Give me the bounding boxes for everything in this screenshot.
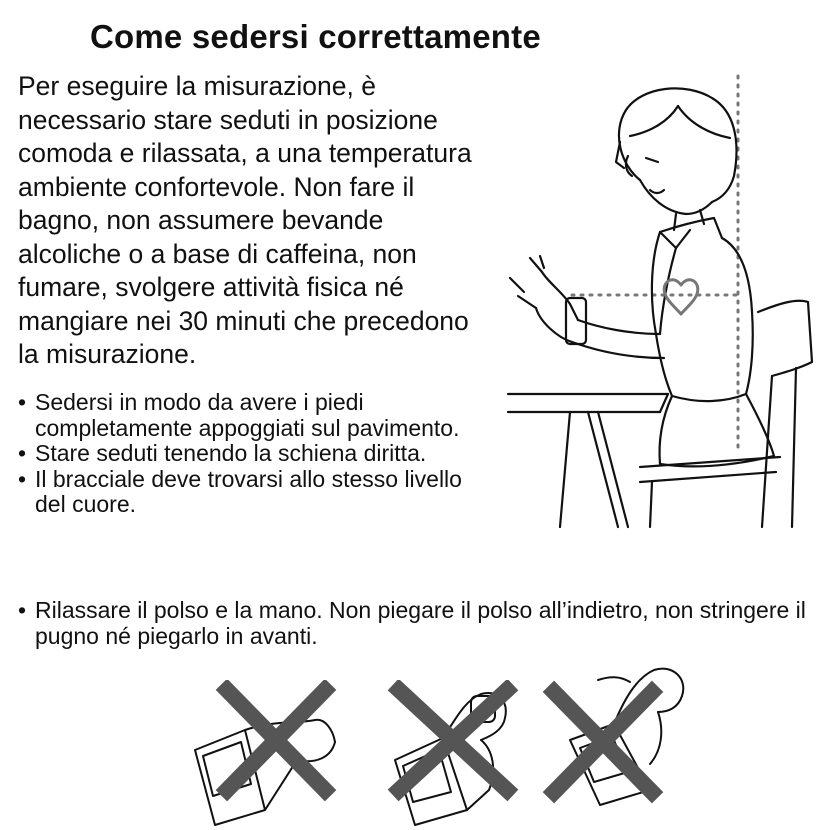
person-head-icon (616, 88, 736, 214)
seated-person-illustration (500, 72, 830, 532)
wrong-cross-icon (227, 690, 325, 790)
wrong-wrist-bent-back-illustration (185, 680, 345, 830)
wrong-fist-clenched-illustration (385, 680, 535, 830)
person-arm-icon (510, 248, 676, 358)
wrong-wrist-bent-forward-illustration (540, 660, 700, 810)
table-icon (508, 394, 668, 527)
bullet-wrist-relax: • Rilassare il polso e la mano. Non piegare il polso all’indietro, non stringere il pugno né piegarlo in avanti. (18, 598, 818, 649)
wrong-cross-icon (554, 692, 652, 792)
bullet-cuff-level: • Il bracciale deve trovarsi allo stesso livello del cuore. (18, 467, 488, 518)
wrist-bullet-list (18, 598, 818, 649)
heart-icon (664, 280, 698, 314)
bullet-back: • Stare seduti tenendo la schiena diritta. (18, 441, 488, 467)
page-title: Come sedersi correttamente (90, 18, 541, 55)
intro-paragraph: Per eseguire la misurazione, è necessario stare seduti in posizione comoda e rilassata, a una temperatura ambiente confortevole. Non fare il bagno, non assumere bevande alcoliche o a base di caffeina, non fumare, svolgere attività fisica né mangiare nei 30 minuti che precedono la misurazione. (18, 71, 472, 369)
posture-bullet-list (18, 390, 488, 518)
wrong-cross-icon (399, 690, 507, 790)
person-body-icon (652, 210, 774, 466)
bullet-feet: • Sedersi in modo da avere i piedi completamente appoggiati sul pavimento. (18, 390, 488, 441)
